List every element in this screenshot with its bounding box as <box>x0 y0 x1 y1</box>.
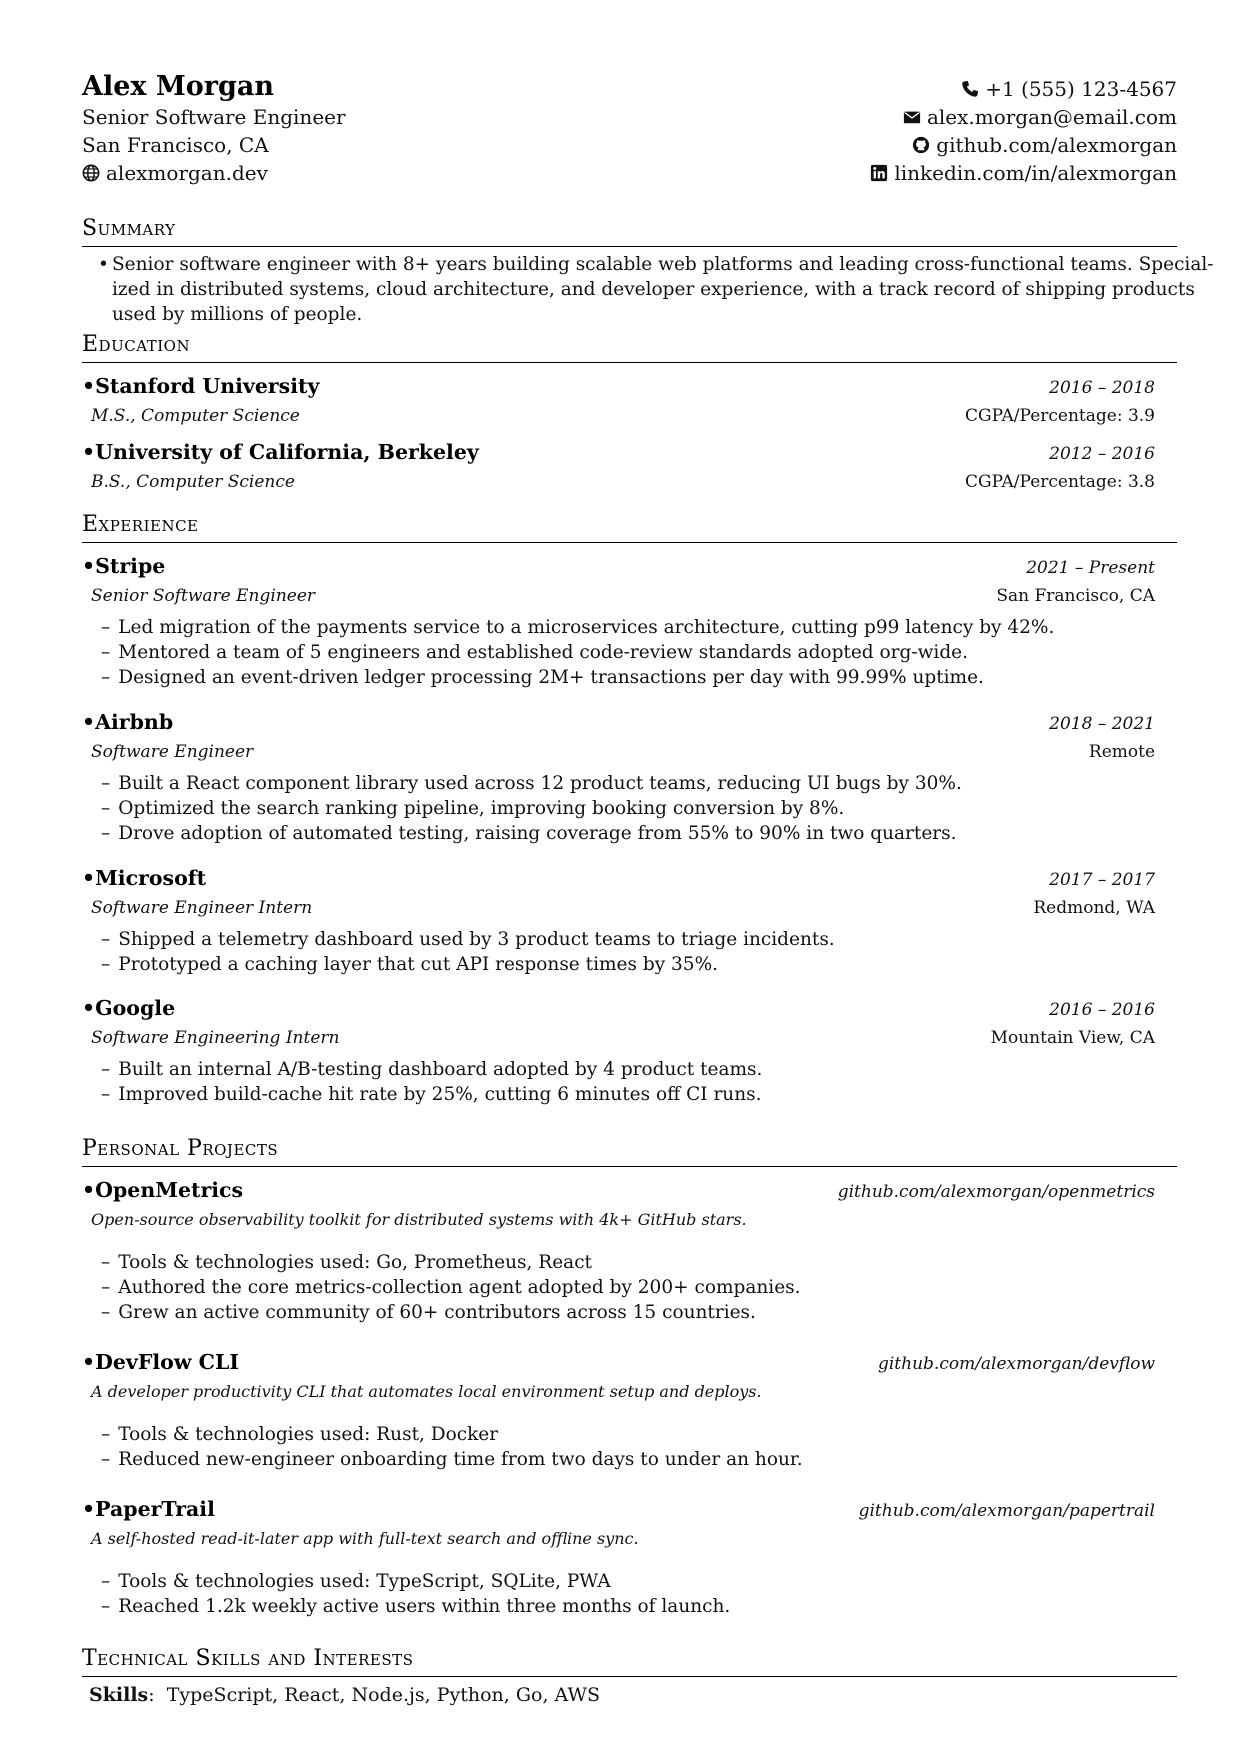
section-title-summary: Summary <box>82 216 176 241</box>
website-text: alexmorgan.dev <box>106 161 268 185</box>
education-grade: CGPA/Percentage: 3.8 <box>965 472 1155 492</box>
project-point: – Tools & technologies used: Go, Prometheus, React <box>101 1252 592 1273</box>
education-grade: CGPA/Percentage: 3.9 <box>965 406 1155 426</box>
experience-point: – Built a React component library used across 12 product teams, reducing UI bugs by 30%. <box>101 773 962 794</box>
globe-icon <box>82 164 100 182</box>
project-name: •DevFlow CLI <box>82 1350 239 1374</box>
education-school: •Stanford University <box>82 374 320 398</box>
envelope-icon <box>903 108 921 126</box>
github-text: github.com/alexmorgan <box>936 133 1177 157</box>
experience-dates: 2017 – 2017 <box>1049 870 1155 890</box>
section-divider <box>82 542 1177 543</box>
experience-point: – Improved build-cache hit rate by 25%, cutting 6 minutes off CI runs. <box>101 1084 762 1105</box>
phone-text: +1 (555) 123-4567 <box>985 77 1177 101</box>
project-point: – Tools & technologies used: TypeScript, SQLite, PWA <box>101 1571 611 1592</box>
project-description: A developer productivity CLI that automates local environment setup and deploys. <box>91 1382 762 1401</box>
experience-location: San Francisco, CA <box>996 586 1155 606</box>
experience-company: •Google <box>82 996 176 1020</box>
website-link[interactable] <box>82 161 268 185</box>
project-name: •PaperTrail <box>82 1497 215 1521</box>
education-degree: B.S., Computer Science <box>91 472 295 492</box>
summary-line: Senior software engineer with 8+ years building scalable web platforms and leading cross-functional teams. Special- <box>112 254 1214 275</box>
section-divider <box>82 1676 1177 1677</box>
experience-role: Software Engineering Intern <box>91 1028 340 1048</box>
experience-point: – Optimized the search ranking pipeline, improving booking conversion by 8%. <box>101 798 845 819</box>
project-link[interactable]: github.com/alexmorgan/devflow <box>877 1354 1155 1374</box>
section-divider <box>82 246 1177 247</box>
phone-contact[interactable] <box>961 77 1177 101</box>
project-link[interactable]: github.com/alexmorgan/papertrail <box>858 1501 1155 1521</box>
github-link[interactable] <box>912 133 1177 157</box>
experience-dates: 2021 – Present <box>1026 558 1155 578</box>
experience-dates: 2018 – 2021 <box>1049 714 1155 734</box>
project-description: A self-hosted read-it-later app with full-text search and offline sync. <box>91 1529 639 1548</box>
phone-icon <box>961 80 979 98</box>
skills-label: Skills <box>89 1684 149 1706</box>
experience-point: – Prototyped a caching layer that cut API response times by 35%. <box>101 954 719 975</box>
project-point: – Grew an active community of 60+ contributors across 15 countries. <box>101 1302 756 1323</box>
section-title-projects: Personal Projects <box>82 1136 279 1161</box>
experience-role: Software Engineer <box>91 742 254 762</box>
project-point: – Authored the core metrics-collection agent adopted by 200+ companies. <box>101 1277 801 1298</box>
experience-role: Senior Software Engineer <box>91 586 316 606</box>
project-name: •OpenMetrics <box>82 1178 244 1202</box>
skills-line: Skills: TypeScript, React, Node.js, Python, Go, AWS <box>89 1684 601 1706</box>
experience-point: – Built an internal A/B-testing dashboard adopted by 4 product teams. <box>101 1059 763 1080</box>
github-icon <box>912 136 930 154</box>
experience-company: •Microsoft <box>82 866 207 890</box>
project-point: – Reduced new-engineer onboarding time from two days to under an hour. <box>101 1449 803 1470</box>
experience-point: – Designed an event-driven ledger processing 2M+ transactions per day with 99.99% uptime. <box>101 667 984 688</box>
experience-point: – Led migration of the payments service to a microservices architecture, cutting p99 latency by 42%. <box>101 617 1055 638</box>
summary-line: ized in distributed systems, cloud architecture, and developer experience, with a track record of shipping products <box>112 279 1195 300</box>
experience-point: – Mentored a team of 5 engineers and established code-review standards adopted org-wide. <box>101 642 969 663</box>
project-link[interactable]: github.com/alexmorgan/openmetrics <box>837 1182 1155 1202</box>
summary-bullet: • <box>98 254 109 275</box>
skills-value: TypeScript, React, Node.js, Python, Go, AWS <box>166 1684 601 1706</box>
experience-role: Software Engineer Intern <box>91 898 313 918</box>
project-point: – Tools & technologies used: Rust, Docker <box>101 1424 499 1445</box>
project-description: Open-source observability toolkit for distributed systems with 4k+ GitHub stars. <box>91 1210 747 1229</box>
experience-location: Remote <box>1088 742 1155 762</box>
linkedin-link[interactable] <box>870 161 1177 185</box>
candidate-name: Alex Morgan <box>82 71 275 102</box>
experience-point: – Shipped a telemetry dashboard used by 3 product teams to triage incidents. <box>101 929 835 950</box>
experience-company: •Stripe <box>82 554 166 578</box>
project-point: – Reached 1.2k weekly active users within three months of launch. <box>101 1596 731 1617</box>
linkedin-text: linkedin.com/in/alexmorgan <box>894 161 1177 185</box>
education-dates: 2012 – 2016 <box>1049 444 1155 464</box>
experience-company: •Airbnb <box>82 710 174 734</box>
education-school: •University of California, Berkeley <box>82 440 479 464</box>
section-divider <box>82 362 1177 363</box>
section-title-skills: Technical Skills and Interests <box>82 1646 414 1671</box>
experience-dates: 2016 – 2016 <box>1049 1000 1155 1020</box>
section-title-experience: Experience <box>82 512 199 537</box>
education-dates: 2016 – 2018 <box>1049 378 1155 398</box>
candidate-title: Senior Software Engineer <box>82 105 346 129</box>
experience-location: Redmond, WA <box>1033 898 1155 918</box>
education-degree: M.S., Computer Science <box>91 406 300 426</box>
experience-location: Mountain View, CA <box>990 1028 1155 1048</box>
summary-line: used by millions of people. <box>112 304 363 325</box>
section-title-education: Education <box>82 332 191 357</box>
email-text: alex.morgan@email.com <box>926 105 1177 129</box>
email-link[interactable] <box>903 105 1177 129</box>
linkedin-icon <box>870 164 888 182</box>
experience-point: – Drove adoption of automated testing, raising coverage from 55% to 90% in two quarters. <box>101 823 957 844</box>
section-divider <box>82 1166 1177 1167</box>
candidate-location: San Francisco, CA <box>82 133 269 157</box>
